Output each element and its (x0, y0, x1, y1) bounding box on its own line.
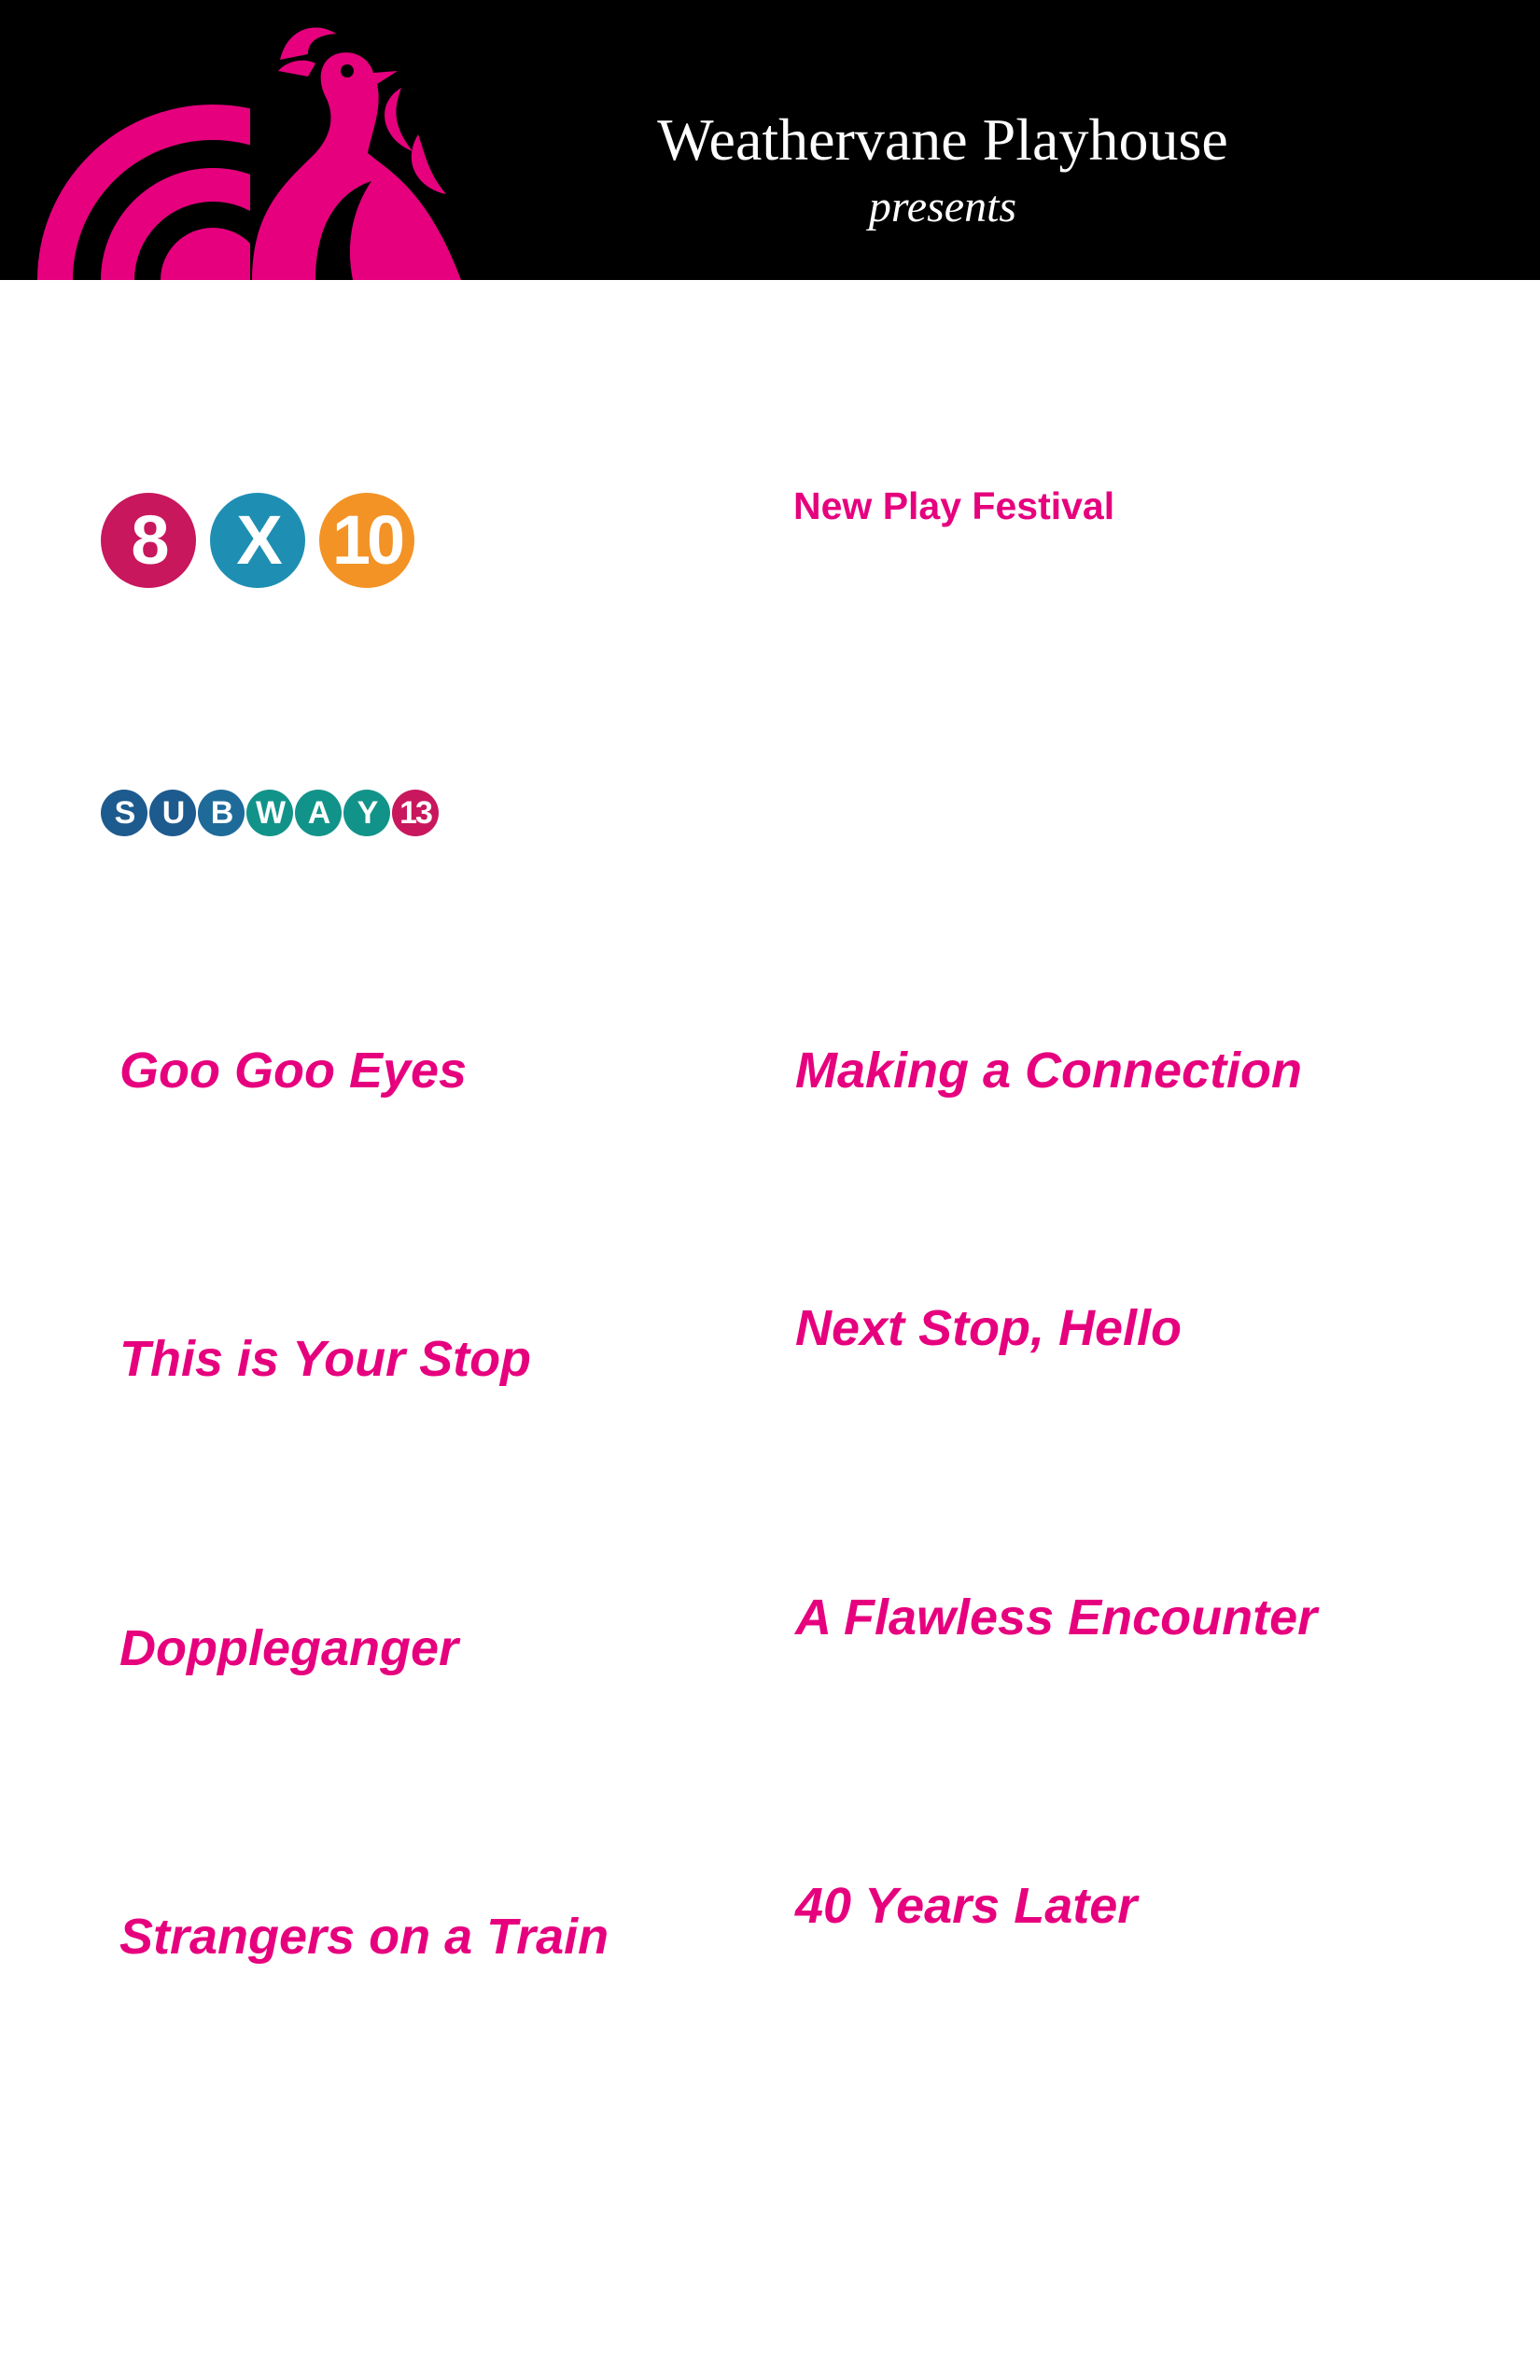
subway-letter-s: S (101, 790, 147, 836)
subway-letter-y: Y (343, 790, 390, 836)
play-title: Goo Goo Eyes (119, 1043, 468, 1099)
presents-label: presents (868, 182, 1017, 231)
festival-label: New Play Festival (793, 484, 1115, 527)
play-title: Strangers on a Train (119, 1909, 609, 1965)
logo-circle-10: 10 (319, 493, 414, 588)
logo-circle-x: X (210, 493, 305, 588)
subway-letter-a: A (295, 790, 342, 836)
play-title: 40 Years Later (795, 1878, 1138, 1934)
subway-number-13: 13 (392, 790, 439, 836)
subway-letter-u: U (149, 790, 196, 836)
logo-circle-8: 8 (101, 493, 196, 588)
rooster-icon (35, 22, 474, 280)
header-banner (0, 0, 1540, 280)
subway-letter-b: B (198, 790, 245, 836)
play-title: Making a Connection (795, 1043, 1303, 1099)
play-title: Next Stop, Hello (795, 1300, 1183, 1356)
subway-letter-w: W (246, 790, 293, 836)
play-title: A Flawless Encounter (795, 1589, 1318, 1645)
play-title: Doppleganger (119, 1620, 459, 1676)
organization-name: Weathervane Playhouse (657, 106, 1228, 173)
play-title: This is Your Stop (119, 1331, 532, 1387)
